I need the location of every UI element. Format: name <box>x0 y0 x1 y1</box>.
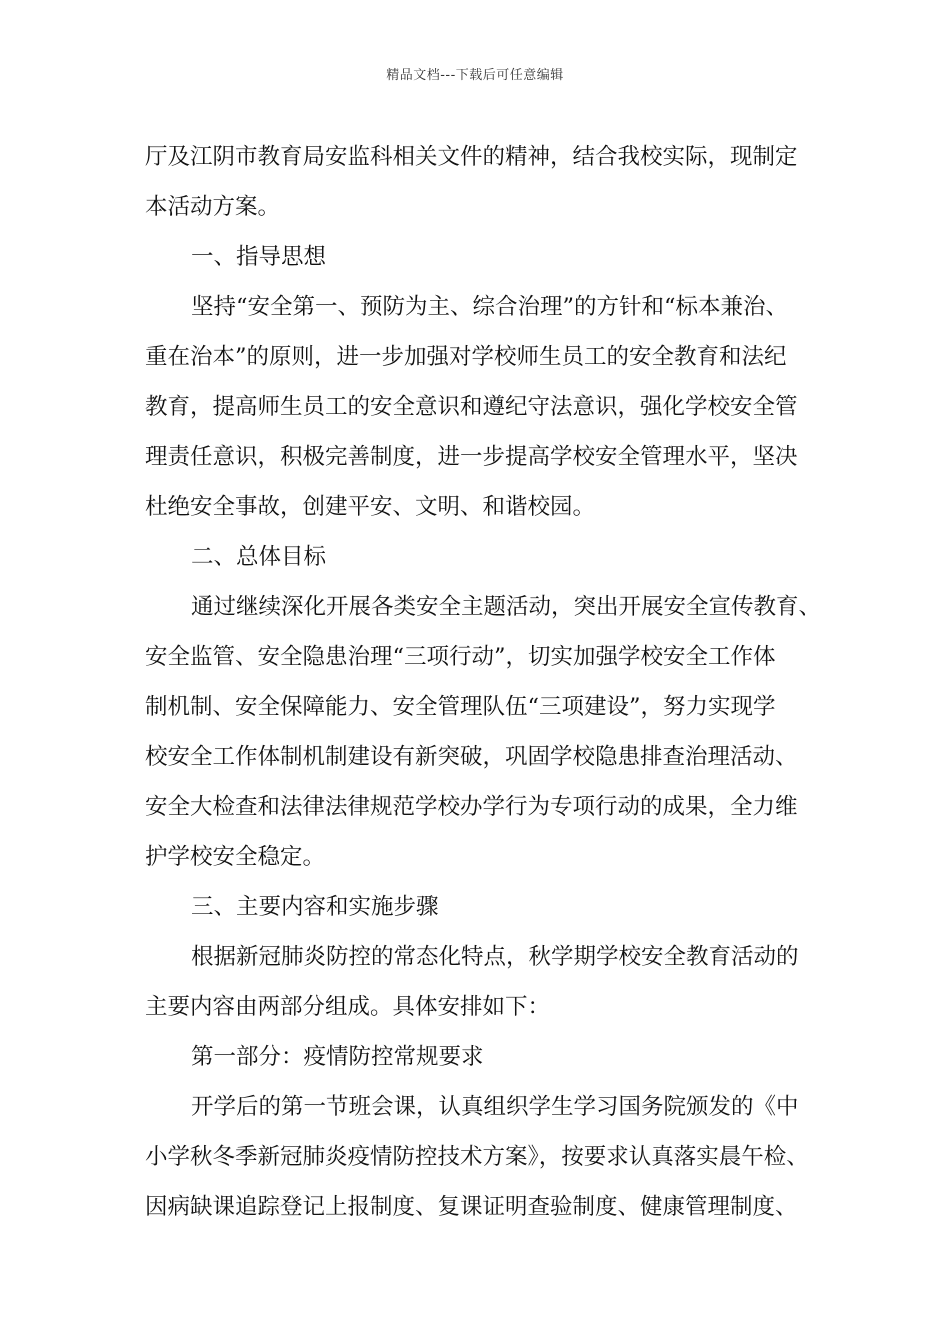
body-line: 根据新冠肺炎防控的常态化特点，秋学期学校安全教育活动的 <box>191 944 799 970</box>
body-line: 开学后的第一节班会课，认真组织学生学习国务院颁发的《中 <box>191 1094 799 1120</box>
body-line: 安全监管、安全隐患治理“三项行动”，切实加强学校安全工作体 <box>145 644 776 670</box>
body-line: 坚持“安全第一、预防为主、综合治理”的方针和“标本兼治、 <box>191 294 789 320</box>
body-line: 通过继续深化开展各类安全主题活动，突出开展安全宣传教育、 <box>191 594 822 620</box>
document-body <box>145 132 825 1232</box>
body-line: 主要内容由两部分组成。具体安排如下： <box>145 994 551 1020</box>
section-heading-overall-goal: 二、总体目标 <box>191 544 327 570</box>
body-line: 教育，提高师生员工的安全意识和遵纪守法意识，强化学校安全管 <box>145 394 798 420</box>
subsection-heading-part-one: 第一部分：疫情防控常规要求 <box>191 1044 484 1070</box>
section-heading-guiding-ideology: 一、指导思想 <box>191 244 327 270</box>
body-line: 本活动方案。 <box>145 194 281 220</box>
body-line: 护学校安全稳定。 <box>145 844 326 870</box>
body-line: 杜绝安全事故，创建平安、文明、和谐校园。 <box>145 494 596 520</box>
page-header: 精品文档---下载后可任意编辑 <box>386 68 564 83</box>
body-line: 重在治本”的原则，进一步加强对学校师生员工的安全教育和法纪 <box>145 344 787 370</box>
section-heading-main-content: 三、主要内容和实施步骤 <box>191 894 439 920</box>
body-line: 因病缺课追踪登记上报制度、复课证明查验制度、健康管理制度、 <box>145 1194 798 1220</box>
body-line: 校安全工作体制机制建设有新突破，巩固学校隐患排查治理活动、 <box>145 744 798 770</box>
body-line: 理责任意识，积极完善制度，进一步提高学校安全管理水平，坚决 <box>145 444 798 470</box>
body-line: 制机制、安全保障能力、安全管理队伍“三项建设”，努力实现学 <box>145 694 776 720</box>
body-line: 小学秋冬季新冠肺炎疫情防控技术方案》，按要求认真落实晨午检、 <box>145 1144 809 1170</box>
body-line: 厅及江阴市教育局安监科相关文件的精神，结合我校实际，现制定 <box>145 144 798 170</box>
body-line: 安全大检查和法律法律规范学校办学行为专项行动的成果，全力维 <box>145 794 798 820</box>
